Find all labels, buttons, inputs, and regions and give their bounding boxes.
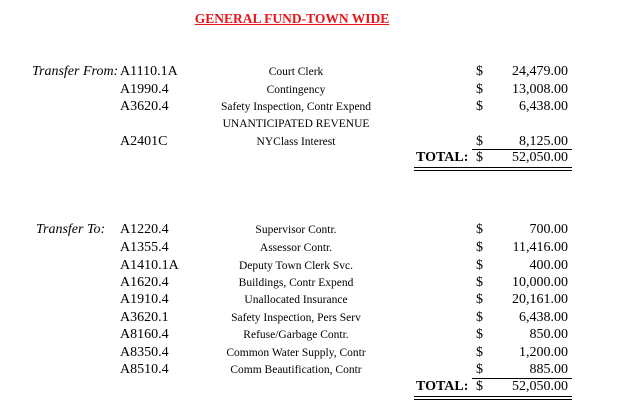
line-amount: 8,125.00 bbox=[519, 134, 568, 149]
line-amount: 400.00 bbox=[529, 258, 568, 273]
line-description: Unallocated Insurance bbox=[244, 294, 348, 306]
dollar-sign: $ bbox=[476, 275, 483, 290]
line-amount: 1,200.00 bbox=[519, 345, 568, 360]
account-code: A1410.1A bbox=[120, 258, 179, 273]
line-amount: 885.00 bbox=[529, 362, 568, 377]
dollar-sign: $ bbox=[476, 292, 483, 307]
dollar-sign: $ bbox=[476, 99, 483, 114]
account-code: A8160.4 bbox=[120, 327, 169, 342]
account-code: A1620.4 bbox=[120, 275, 169, 290]
line-amount: 6,438.00 bbox=[519, 99, 568, 114]
line-amount: 20,161.00 bbox=[512, 292, 568, 307]
dollar-sign: $ bbox=[476, 64, 483, 79]
dollar-sign: $ bbox=[476, 310, 483, 325]
transfer-to-label: Transfer To: bbox=[36, 222, 106, 237]
line-description: Contingency bbox=[266, 84, 326, 96]
from-total-label: TOTAL: bbox=[416, 150, 469, 165]
from-total-dollar: $ bbox=[476, 150, 483, 165]
unanticipated-revenue-heading: UNANTICIPATED REVENUE bbox=[222, 118, 370, 130]
line-amount: 11,416.00 bbox=[512, 240, 568, 255]
line-description: Court Clerk bbox=[268, 66, 324, 78]
line-description: Refuse/Garbage Contr. bbox=[243, 329, 349, 341]
account-code: A1910.4 bbox=[120, 292, 169, 307]
account-code: A3620.4 bbox=[120, 99, 169, 114]
account-code: A1110.1A bbox=[120, 64, 178, 79]
line-description: Deputy Town Clerk Svc. bbox=[239, 260, 353, 272]
line-amount: 24,479.00 bbox=[512, 64, 568, 79]
document-title: GENERAL FUND-TOWN WIDE bbox=[194, 11, 390, 26]
account-code: A2401C bbox=[120, 134, 168, 149]
line-amount: 13,008.00 bbox=[512, 82, 568, 97]
account-code: A1990.4 bbox=[120, 82, 169, 97]
dollar-sign: $ bbox=[476, 82, 483, 97]
dollar-sign: $ bbox=[476, 134, 483, 149]
line-amount: 6,438.00 bbox=[519, 310, 568, 325]
total-double-rule-top bbox=[414, 167, 572, 168]
account-code: A8510.4 bbox=[120, 362, 169, 377]
total-double-rule-bottom bbox=[414, 170, 572, 171]
total-double-rule-bottom bbox=[414, 399, 572, 400]
account-code: A8350.4 bbox=[120, 345, 169, 360]
total-double-rule-top bbox=[414, 396, 572, 397]
to-total-label: TOTAL: bbox=[416, 379, 469, 394]
line-description: Safety Inspection, Pers Serv bbox=[231, 312, 361, 324]
dollar-sign: $ bbox=[476, 345, 483, 360]
line-description: Safety Inspection, Contr Expend bbox=[220, 101, 372, 113]
dollar-sign: $ bbox=[476, 240, 483, 255]
account-code: A1220.4 bbox=[120, 222, 169, 237]
line-amount: 10,000.00 bbox=[512, 275, 568, 290]
line-description: NYClass Interest bbox=[256, 136, 336, 148]
dollar-sign: $ bbox=[476, 222, 483, 237]
line-description: Buildings, Contr Expend bbox=[238, 277, 354, 289]
dollar-sign: $ bbox=[476, 258, 483, 273]
line-amount: 700.00 bbox=[529, 222, 568, 237]
line-description: Assessor Contr. bbox=[259, 242, 333, 254]
line-description: Comm Beautification, Contr bbox=[230, 364, 362, 376]
line-amount: 850.00 bbox=[529, 327, 568, 342]
from-total-amount: 52,050.00 bbox=[512, 150, 568, 165]
account-code: A3620.1 bbox=[120, 310, 169, 325]
line-description: Supervisor Contr. bbox=[255, 224, 337, 236]
to-total-dollar: $ bbox=[476, 379, 483, 394]
dollar-sign: $ bbox=[476, 362, 483, 377]
account-code: A1355.4 bbox=[120, 240, 169, 255]
to-total-amount: 52,050.00 bbox=[512, 379, 568, 394]
transfer-from-label: Transfer From: bbox=[32, 64, 119, 79]
line-description: Common Water Supply, Contr bbox=[226, 347, 366, 359]
dollar-sign: $ bbox=[476, 327, 483, 342]
